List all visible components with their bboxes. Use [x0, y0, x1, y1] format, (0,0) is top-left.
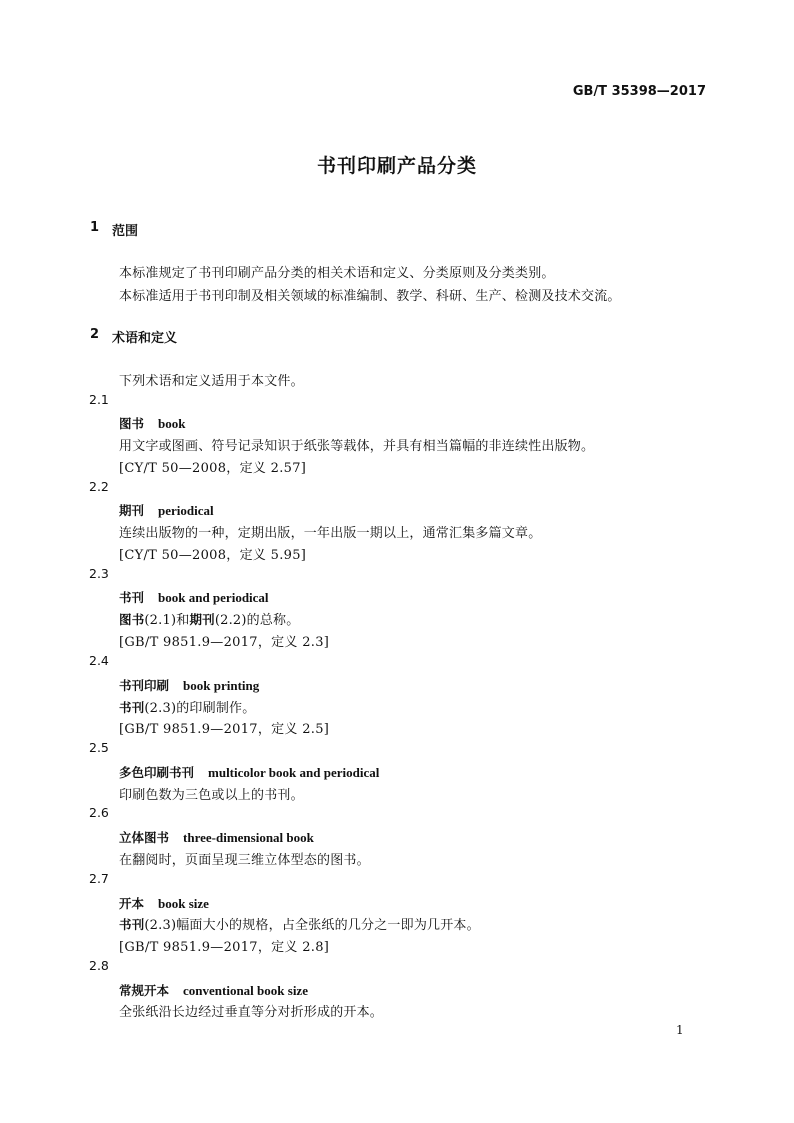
term-reference: 图书 [119, 612, 145, 627]
term-definition [119, 914, 480, 933]
term-definition: 连续出版物的一种，定期出版，一年出版一期以上，通常汇集多篇文章。 [119, 526, 542, 541]
term-number: 2.3 [89, 566, 109, 581]
term-source: [GB/T 9851.9—2017，定义 2.3] [119, 635, 330, 650]
terms-intro: 下列术语和定义适用于本文件。 [119, 374, 304, 389]
definition-text: (2.2)的总称。 [214, 613, 300, 628]
term-english: book size [158, 896, 209, 911]
term-definition: 在翻阅时，页面呈现三维立体型态的图书。 [119, 853, 370, 868]
definition-text: (2.3)的印刷制作。 [144, 701, 256, 716]
term-heading [119, 413, 185, 432]
term-number: 2.8 [89, 958, 109, 973]
standard-number: GB/T 35398—2017 [572, 84, 706, 99]
term-number: 2.7 [89, 871, 109, 886]
term-chinese: 多色印刷书刊 [119, 765, 195, 780]
term-heading [119, 675, 259, 694]
term-source: [CY/T 50—2008，定义 5.95] [119, 548, 307, 563]
term-heading [119, 762, 379, 781]
term-chinese: 期刊 [119, 503, 145, 518]
term-english: periodical [158, 503, 214, 518]
term-reference: 书刊 [119, 700, 145, 715]
term-chinese: 常规开本 [119, 983, 170, 998]
page-number: 1 [676, 1023, 684, 1037]
term-definition [119, 609, 299, 628]
term-definition: 全张纸沿长边经过垂直等分对折形成的开本。 [119, 1005, 384, 1020]
section-1-title: 范围 [112, 224, 139, 239]
definition-text: (2.1)和 [144, 613, 190, 628]
term-chinese: 图书 [119, 416, 145, 431]
term-heading [119, 893, 209, 912]
term-definition [119, 697, 255, 716]
term-heading [119, 980, 308, 999]
document-title: 书刊印刷产品分类 [316, 155, 477, 177]
term-english: three-dimensional book [183, 830, 314, 845]
term-number: 2.4 [89, 653, 109, 668]
term-english: book [158, 416, 186, 431]
section-1-number: 1 [90, 220, 100, 235]
term-english: multicolor book and periodical [208, 765, 380, 780]
scope-paragraph-2: 本标准适用于书刊印制及相关领域的标准编制、教学、科研、生产、检测及技术交流。 [119, 289, 621, 304]
term-heading [119, 827, 314, 846]
term-chinese: 书刊印刷 [119, 678, 170, 693]
definition-text: (2.3)幅面大小的规格，占全张纸的几分之一即为几开本。 [144, 918, 480, 933]
term-chinese: 开本 [119, 896, 145, 911]
term-chinese: 立体图书 [119, 830, 170, 845]
section-2-title: 术语和定义 [112, 331, 178, 346]
term-number: 2.5 [89, 740, 109, 755]
term-number: 2.6 [89, 805, 109, 820]
term-heading [119, 587, 269, 606]
term-chinese: 书刊 [119, 590, 145, 605]
section-2-number: 2 [90, 327, 100, 342]
term-source: [CY/T 50—2008，定义 2.57] [119, 461, 307, 476]
term-english: book and periodical [158, 590, 269, 605]
term-english: conventional book size [183, 983, 308, 998]
term-number: 2.1 [89, 392, 109, 407]
term-definition: 用文字或图画、符号记录知识于纸张等载体，并具有相当篇幅的非连续性出版物。 [119, 439, 595, 454]
term-reference: 期刊 [189, 612, 215, 627]
term-reference: 书刊 [119, 917, 145, 932]
term-source: [GB/T 9851.9—2017，定义 2.5] [119, 722, 330, 737]
term-definition: 印刷色数为三色或以上的书刊。 [119, 788, 304, 803]
term-english: book printing [183, 678, 260, 693]
term-number: 2.2 [89, 479, 109, 494]
term-heading [119, 500, 214, 519]
scope-paragraph-1: 本标准规定了书刊印刷产品分类的相关术语和定义、分类原则及分类类别。 [119, 266, 555, 281]
term-source: [GB/T 9851.9—2017，定义 2.8] [119, 940, 330, 955]
